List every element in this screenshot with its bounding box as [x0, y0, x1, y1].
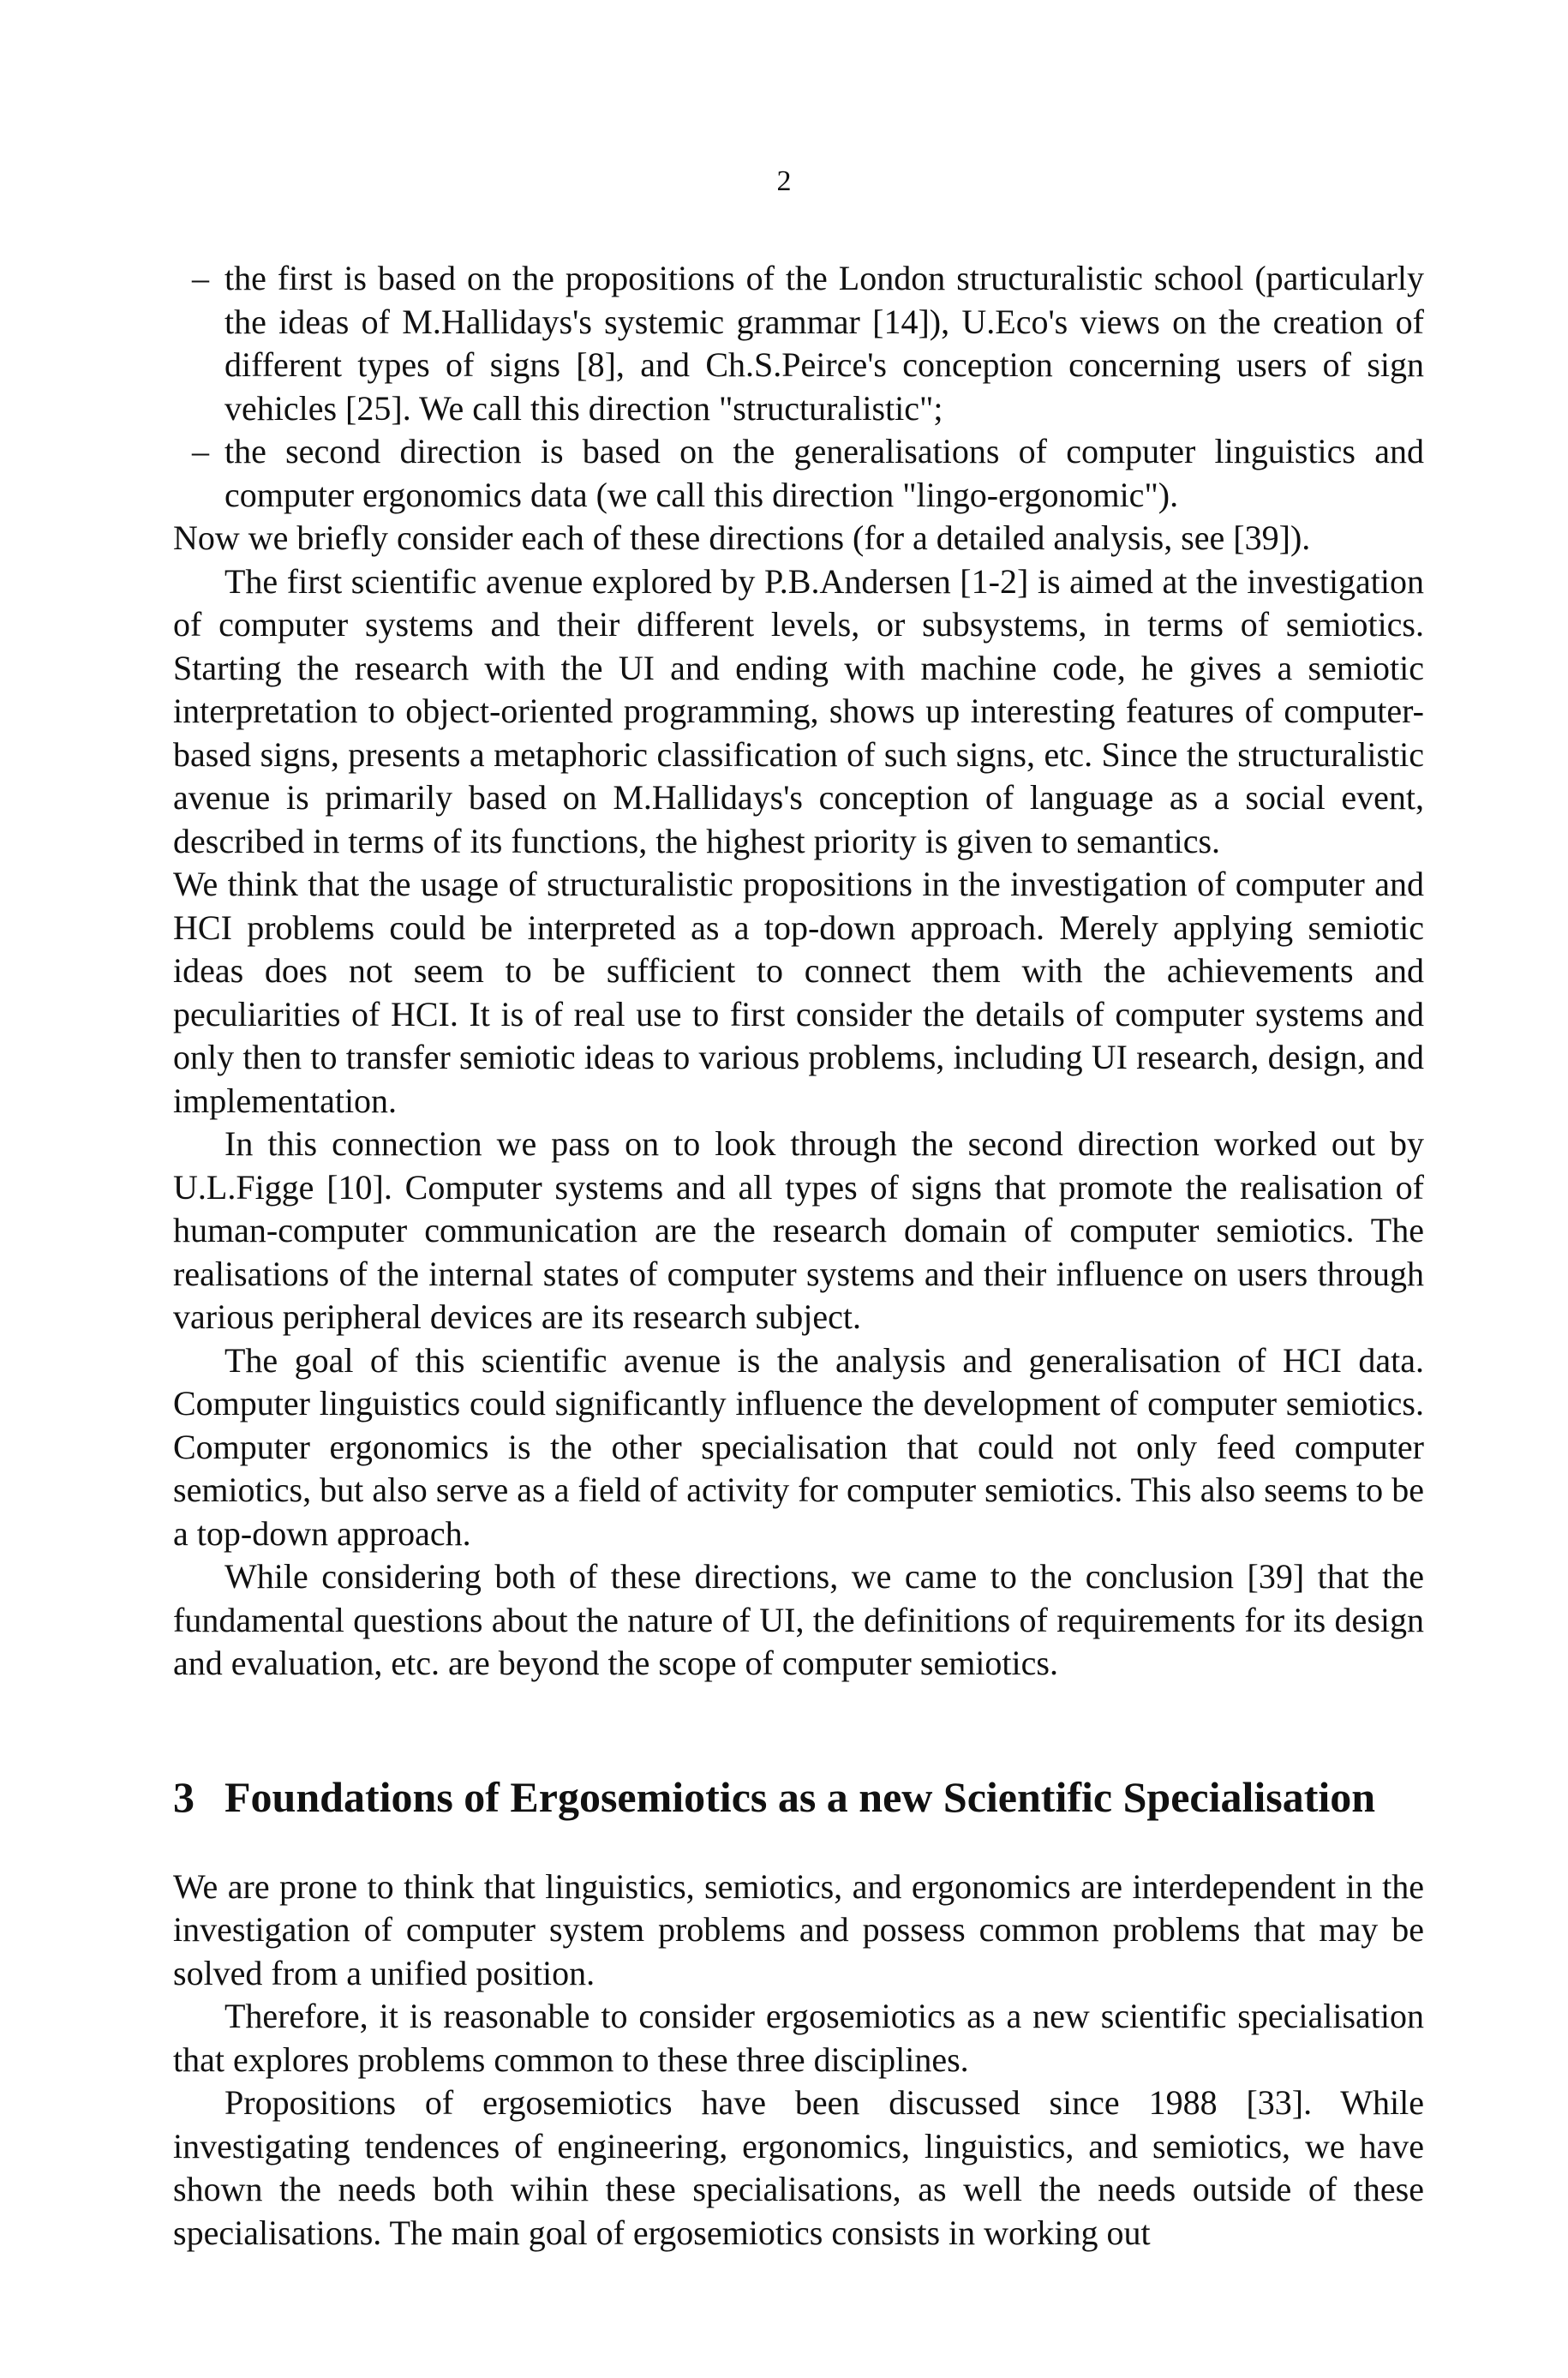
- section-number: 3: [173, 1772, 195, 1821]
- paragraph: Now we briefly consider each of these directions (for a detailed analysis, see [39]).: [173, 518, 1311, 557]
- paragraph: We are prone to think that linguistics, semiotics, and ergonomics are interdependent in the investigation of computer system problems and possess common problems that may be solved from a unified position.: [173, 1866, 1424, 1992]
- paragraph: We think that the usage of structuralistic propositions in the investigation of computer and HCI problems could be interpreted as a top-down approach. Merely applying semiotic ideas does not seem to be sufficient to connect them with the achievements and peculiarities of HCI. It is of real use to first consider the details of computer systems and only then to transfer semiotic ideas to various problems, including UI research, design, and implementation.: [173, 865, 1424, 1120]
- page-number: 2: [776, 165, 792, 197]
- list-item: [173, 257, 1424, 430]
- section-title: Foundations of Ergosemiotics as a new Scientific Specialisation: [224, 1772, 1376, 1821]
- list-item-text: the second direction is based on the generalisations of computer linguistics and computer ergonomics data (we call this direction "lingo-ergonomic").: [224, 432, 1424, 514]
- paragraph: While considering both of these directions, we came to the conclusion [39] that the fundamental questions about the nature of UI, the definitions of requirements for its design and evaluation, etc. are beyond the scope of computer semiotics.: [173, 1557, 1424, 1682]
- paragraph: The first scientific avenue explored by P.B.Andersen [1-2] is aimed at the investigation of computer systems and their different levels, or subsystems, in terms of semiotics. Starting the research with the UI and ending with machine code, he gives a semiotic interpretation to object-oriented programming, shows up interesting features of computer-based signs, presents a metaphoric classification of such signs, etc. Since the structuralistic avenue is primarily based on M.Hallidays's conception of language as a social event, described in terms of its functions, the highest priority is given to semantics.: [173, 561, 1424, 860]
- page-body: [173, 257, 1424, 2255]
- paragraph: Propositions of ergosemiotics have been discussed since 1988 [33]. While investigating tendences of engineering, ergonomics, linguistics, and semiotics, we have shown the needs both wihin these specialisations, as well the needs outside of these specialisations. The main goal of ergosemiotics consists in working out: [173, 2083, 1424, 2252]
- list-dash: –: [192, 259, 209, 297]
- list-item-text: the first is based on the propositions of the London structuralistic school (particularly the ideas of M.Hallidays's systemic grammar [14]), U.Eco's views on the creation of different types of signs [8], and Ch.S.Peirce's conception concerning users of sign vehicles [25]. We call this direction "structuralistic";: [224, 259, 1424, 428]
- section-heading: [173, 1771, 1424, 1823]
- paragraph: Therefore, it is reasonable to consider ergosemiotics as a new scientific specialisation that explores problems common to these three disciplines.: [173, 1997, 1424, 2079]
- direction-list: [173, 257, 1424, 517]
- paragraph: In this connection we pass on to look through the second direction worked out by U.L.Figge [10]. Computer systems and all types of signs that promote the realisation of human-computer communication are the research domain of computer semiotics. The realisations of the internal states of computer systems and their influence on users through various peripheral devices are its research subject.: [173, 1124, 1424, 1336]
- paragraph: The goal of this scientific avenue is the analysis and generalisation of HCI data. Computer linguistics could significantly influence the development of computer semiotics. Computer ergonomics is the other specialisation that could not only feed computer semiotics, but also serve as a field of activity for computer semiotics. This also seems to be a top-down approach.: [173, 1340, 1424, 1553]
- list-dash: –: [192, 432, 209, 470]
- list-item: [173, 430, 1424, 517]
